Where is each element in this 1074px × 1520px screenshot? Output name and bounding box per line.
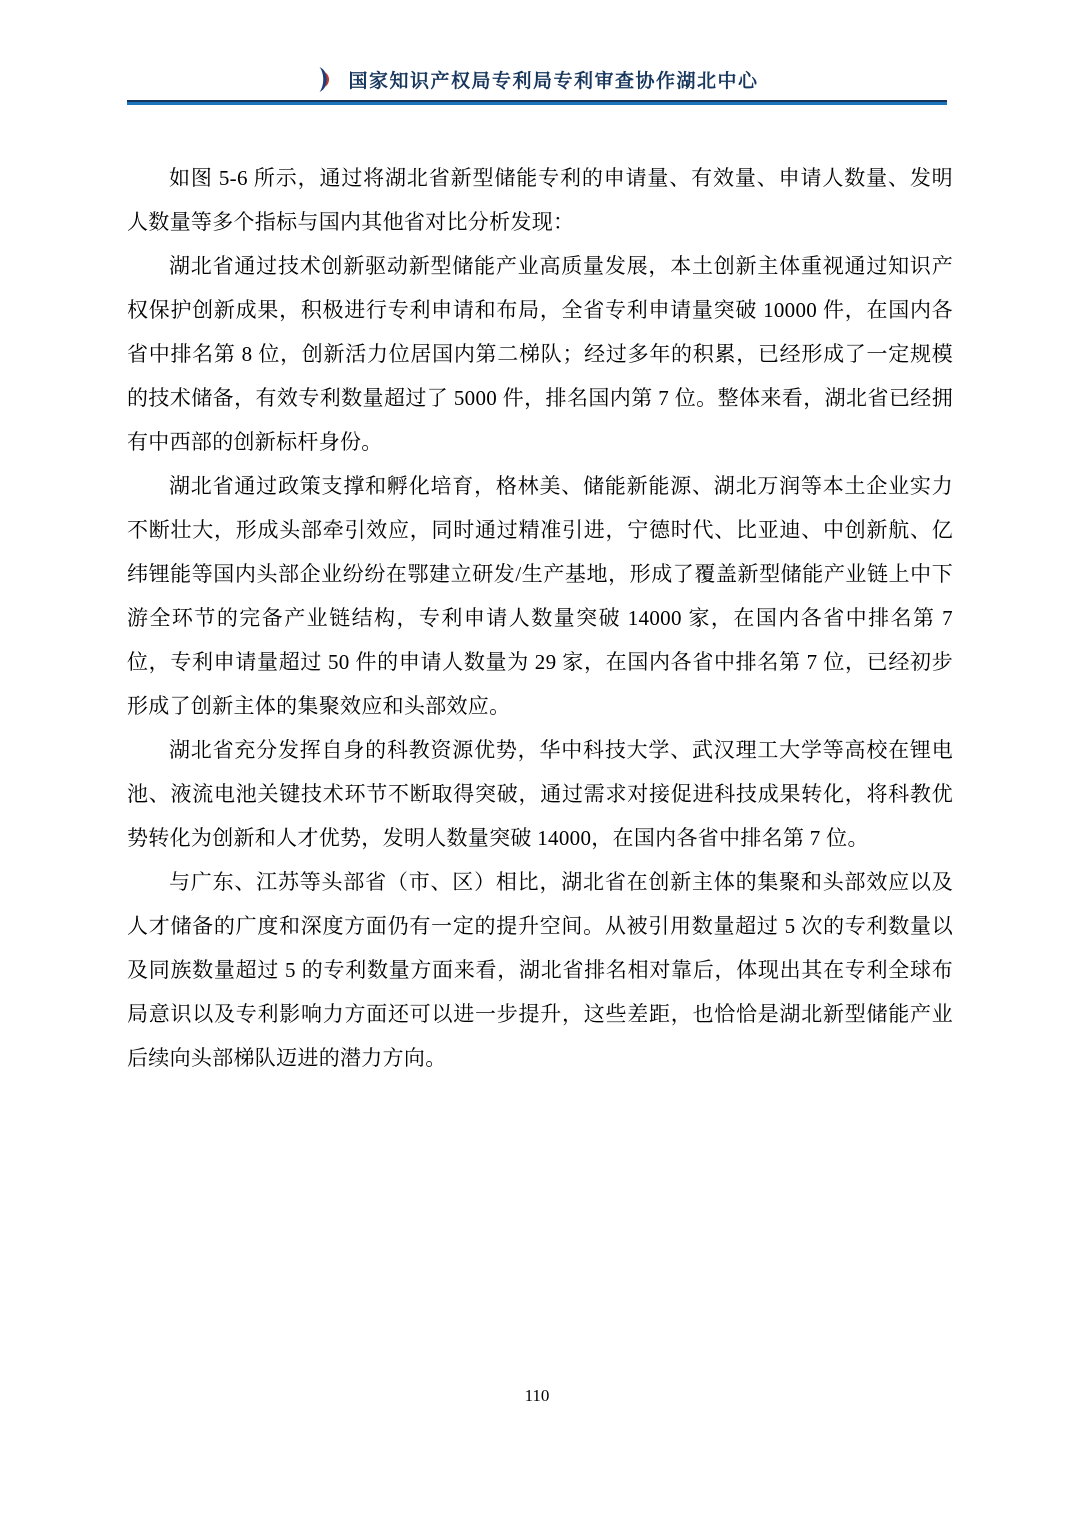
header-rule — [127, 100, 947, 105]
header-inner — [127, 64, 947, 94]
agency-logo-icon — [315, 66, 334, 93]
paragraph-2: 湖北省通过技术创新驱动新型储能产业高质量发展，本土创新主体重视通过知识产权保护创新成果，积极进行专利申请和布局，全省专利申请量突破 10000 件，在国内各省中排名第 8 位，创新活力位居国内第二梯队；经过多年的积累，已经形成了一定规模的技术储备，有效专利数量超过了 5000 件，排名国内第 7 位。整体来看，湖北省已经拥有中西部的创新标杆身份。 — [127, 254, 953, 454]
document-body — [127, 156, 953, 1080]
paragraph-1: 如图 5-6 所示，通过将湖北省新型储能专利的申请量、有效量、申请人数量、发明人数量等多个指标与国内其他省对比分析发现： — [127, 166, 953, 234]
paragraph-3: 湖北省通过政策支撑和孵化培育，格林美、储能新能源、湖北万润等本土企业实力不断壮大，形成头部牵引效应，同时通过精准引进，宁德时代、比亚迪、中创新航、亿纬锂能等国内头部企业纷纷在鄂建立研发/生产基地，形成了覆盖新型储能产业链上中下游全环节的完备产业链结构，专利申请人数量突破 14000 家，在国内各省中排名第 7 位，专利申请量超过 50 件的申请人数量为 29 家，在国内各省中排名第 7 位，已经初步形成了创新主体的集聚效应和头部效应。 — [127, 474, 953, 718]
page-number: 110 — [524, 1386, 550, 1405]
page-header — [127, 64, 947, 105]
paragraph-5: 与广东、江苏等头部省（市、区）相比，湖北省在创新主体的集聚和头部效应以及人才储备的广度和深度方面仍有一定的提升空间。从被引用数量超过 5 次的专利数量以及同族数量超过 5 的专利数量方面来看，湖北省排名相对靠后，体现出其在专利全球布局意识以及专利影响力方面还可以进一步提升，这些差距，也恰恰是湖北新型储能产业后续向头部梯队迈进的潜力方向。 — [127, 870, 953, 1070]
paragraph-4: 湖北省充分发挥自身的科教资源优势，华中科技大学、武汉理工大学等高校在锂电池、液流电池关键技术环节不断取得突破，通过需求对接促进科技成果转化，将科教优势转化为创新和人才优势，发明人数量突破 14000，在国内各省中排名第 7 位。 — [127, 738, 953, 850]
page-footer — [0, 1386, 1074, 1406]
header-title: 国家知识产权局专利局专利审查协作湖北中心 — [348, 70, 759, 92]
